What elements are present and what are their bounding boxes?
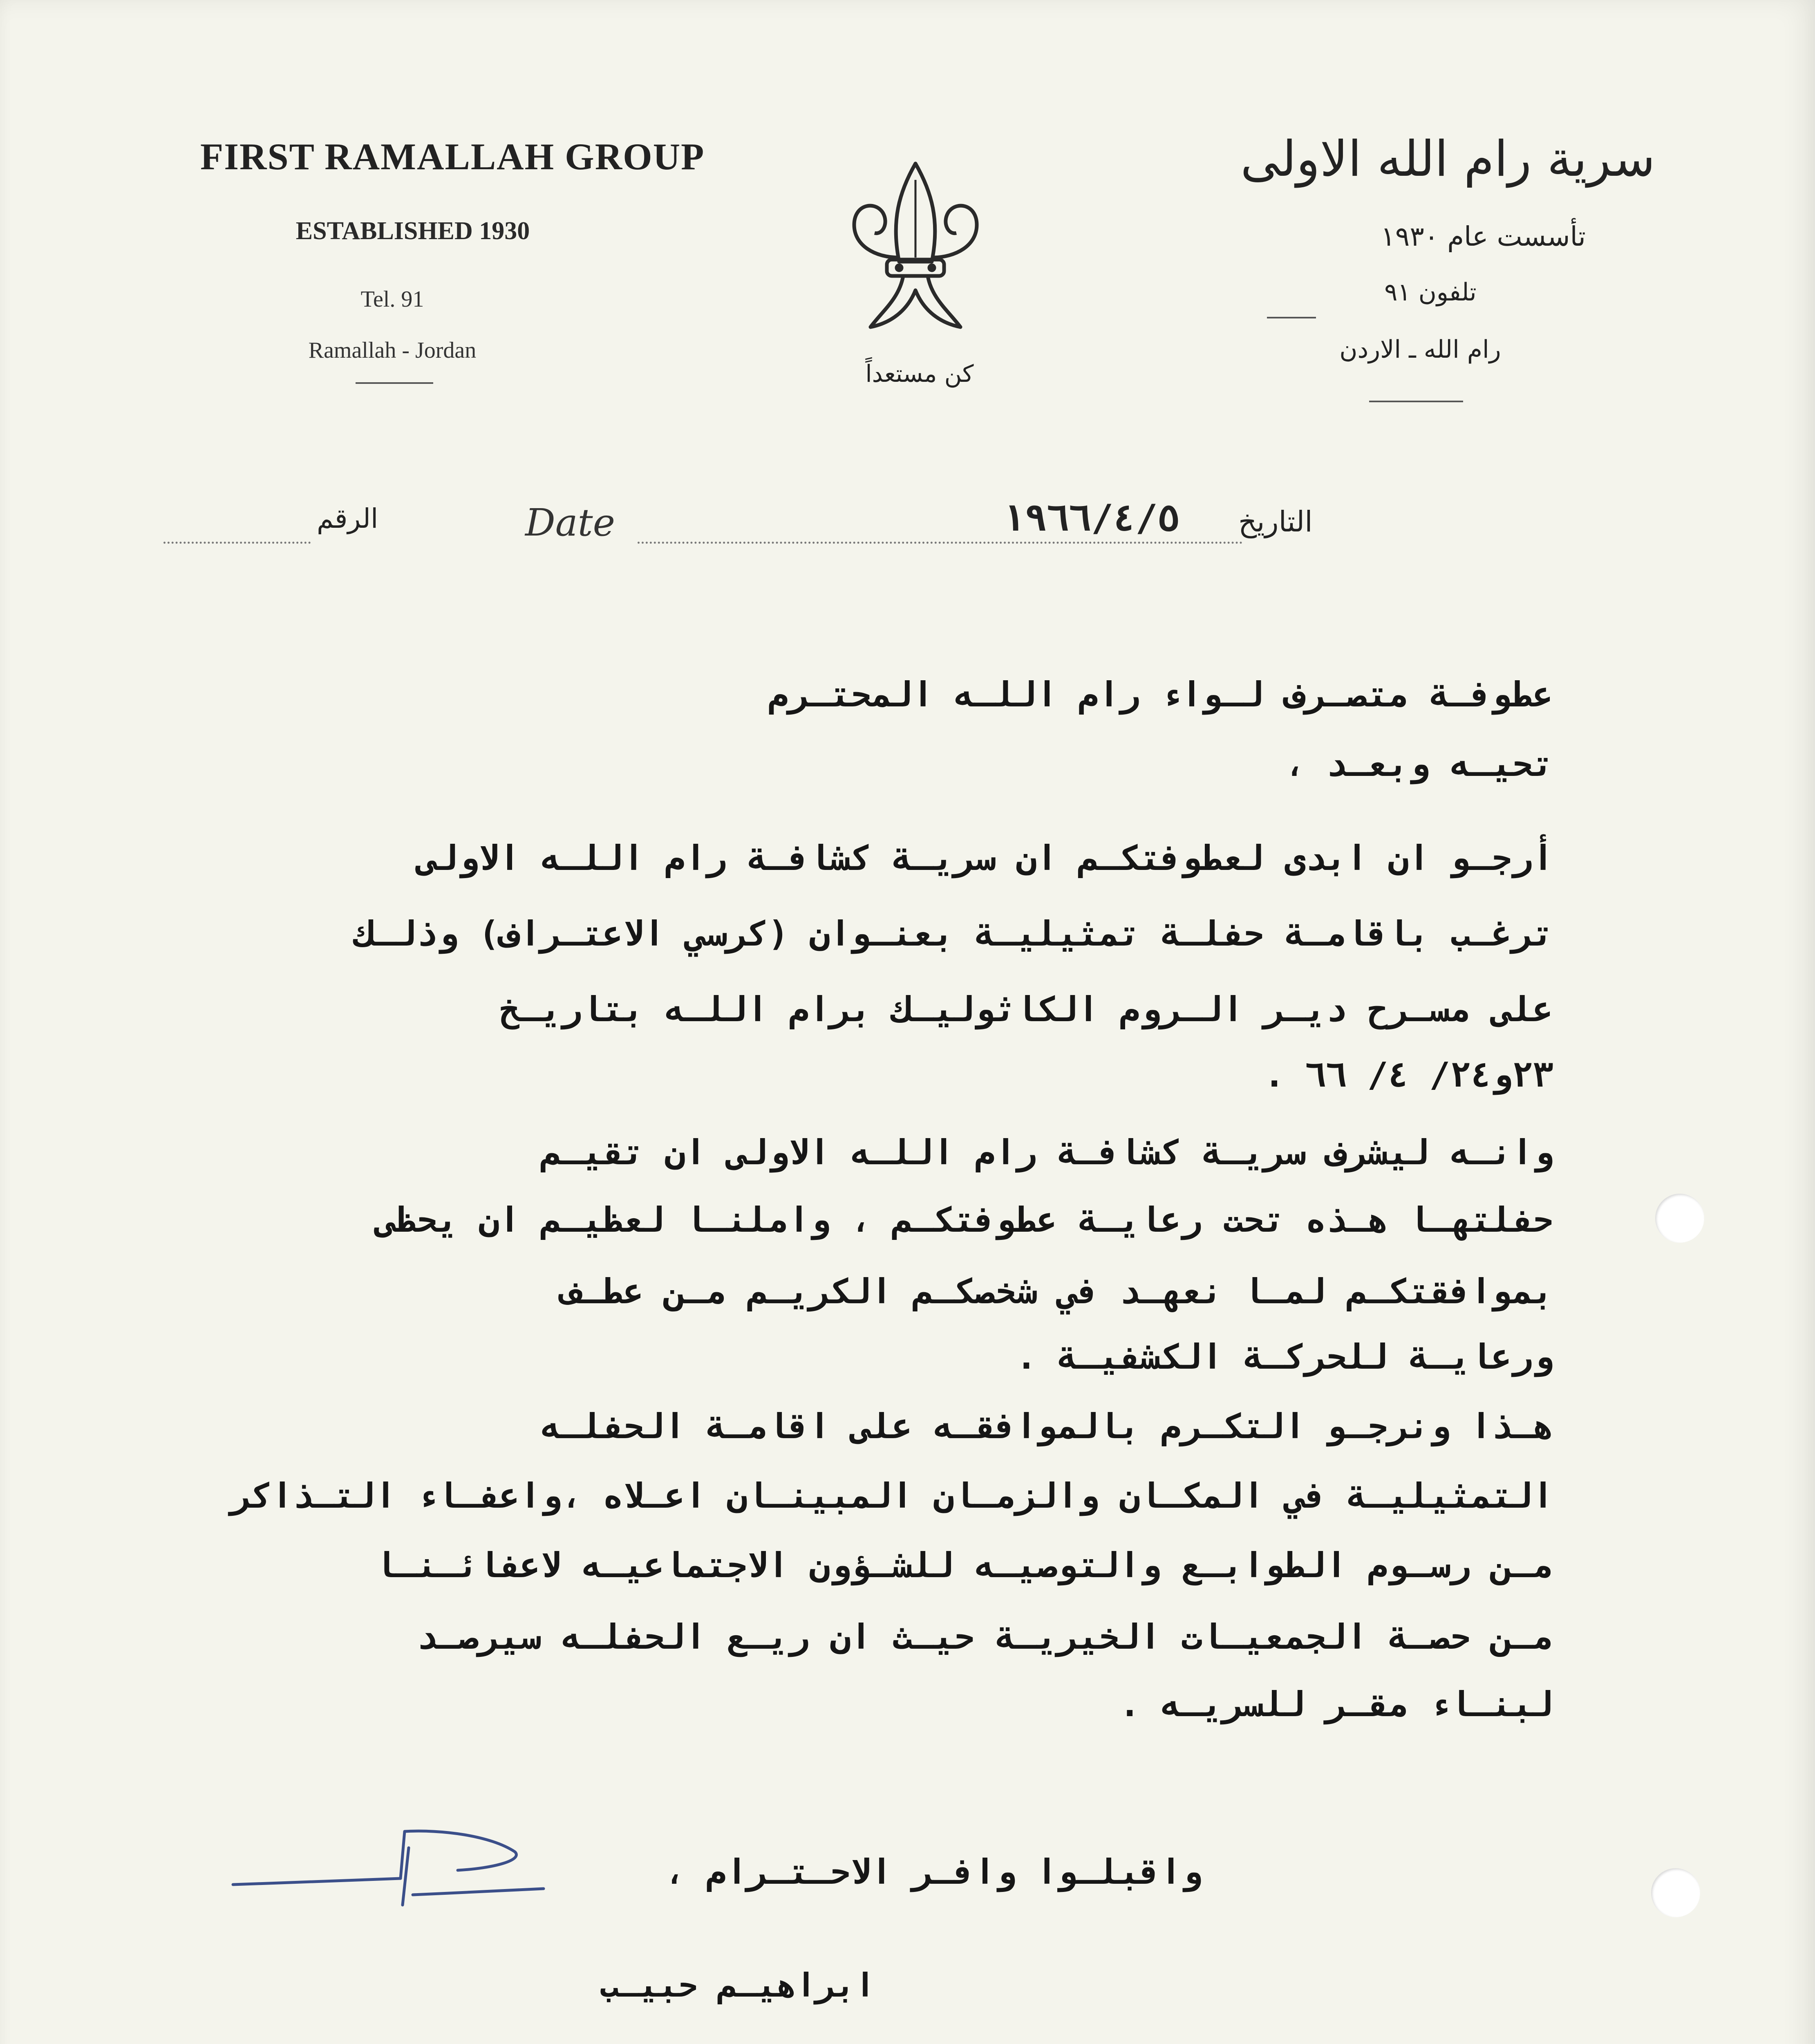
paragraph-3-line-2: التمثيليـة في المكـان والزمـان المبينـان اعـلاه ،واعفـاء التـذاكر xyxy=(231,1476,1553,1516)
paragraph-2-line-3: بموافقتكـم لمـا نعهـد في شخصكـم الكريـم مـن عطـف xyxy=(561,1271,1553,1311)
paragraph-2-line-1: وانـه ليشرف سريـة كشافـة رام اللـه الاولى ان تقيـم xyxy=(540,1132,1553,1172)
closing: واقبلـوا وافـر الاحـتـرام ، xyxy=(665,1852,1202,1892)
salutation: عطوفـة متصـرف لـواء رام اللـه المحتـرم xyxy=(768,675,1553,715)
letterhead-ar-rule xyxy=(1267,317,1316,318)
date-label-ar: التاريخ xyxy=(1238,505,1313,538)
letterhead-en-title: FIRST RAMALLAH GROUP xyxy=(200,136,705,177)
paragraph-1-line-1: أرجـو ان ابدى لعطوفتكـم ان سريـة كشافـة رام اللـه الاولى xyxy=(416,838,1553,878)
handwritten-signature xyxy=(229,1823,556,1930)
paragraph-1-line-2: ترغـب باقامـة حفلـة تمثيليـة بعنـوان (كرسي الاعتـراف) وذلـك xyxy=(354,914,1553,954)
reference-number-label: الرقم xyxy=(317,503,378,534)
letterhead-ar-tel: تلفون ٩١ xyxy=(1384,278,1477,307)
paragraph-2-line-2: حفلتهـا هـذه تحت رعايـة عطوفتكـم ، واملنـا لعظيـم ان يحظى xyxy=(375,1200,1553,1240)
scout-fleur-de-lis-icon xyxy=(838,155,993,347)
letterhead-en-established: ESTABLISHED 1930 xyxy=(295,217,530,245)
punch-hole-top xyxy=(1655,1194,1704,1243)
paragraph-3-line-1: هـذا ونرجـو التكـرم بالموافقـه على اقامـة الحفلـه xyxy=(540,1406,1553,1446)
letterhead-en-tel: Tel. 91 xyxy=(360,287,424,312)
punch-hole-bottom xyxy=(1651,1868,1700,1917)
paragraph-2-line-4: ورعايـة للحركـة الكشفيـة . xyxy=(1016,1337,1553,1377)
paragraph-1-line-3: على مسـرح ديـر الـروم الكاثوليـك برام اللـه بتاريـخ xyxy=(499,989,1553,1029)
paragraph-3-line-4: مـن حصـة الجمعيـات الخيريـة حيـث ان ريـع الحفلـه سيرصـد xyxy=(416,1617,1553,1657)
letterhead-en-city: Ramallah - Jordan xyxy=(308,338,477,363)
paragraph-3-line-3: مـن رسـوم الطوابـع والتوصيـه للشـؤون الاجتماعيـه لاعفائـنـا xyxy=(375,1545,1553,1585)
letterhead-ar-established: تأسست عام ١٩٣٠ xyxy=(1381,221,1586,252)
letterhead-ar-city: رام الله ـ الاردن xyxy=(1339,335,1501,364)
paragraph-3-line-5: لبنـاء مقـر للسريـه . xyxy=(1119,1684,1553,1724)
letterhead-ar-rule-2 xyxy=(1369,401,1463,402)
reference-number-dotline xyxy=(163,542,311,544)
date-label: Date xyxy=(525,501,615,545)
greeting: تحيـه وبعـد ، xyxy=(1285,744,1553,784)
letterhead-motto: كن مستعداً xyxy=(865,360,974,388)
date-dotline xyxy=(638,542,1242,544)
paragraph-1-line-4: ٢٣و٢٤/ ٤/ ٦٦ . xyxy=(1264,1055,1553,1095)
date-value: ١٩٦٦/٤/٥ xyxy=(1003,497,1180,540)
letterhead-ar-title: سرية رام الله الاولى xyxy=(1240,131,1655,188)
letterhead-en-rule xyxy=(356,382,433,384)
signatory-name: ابراهيـم حبيـب xyxy=(599,1966,875,2004)
